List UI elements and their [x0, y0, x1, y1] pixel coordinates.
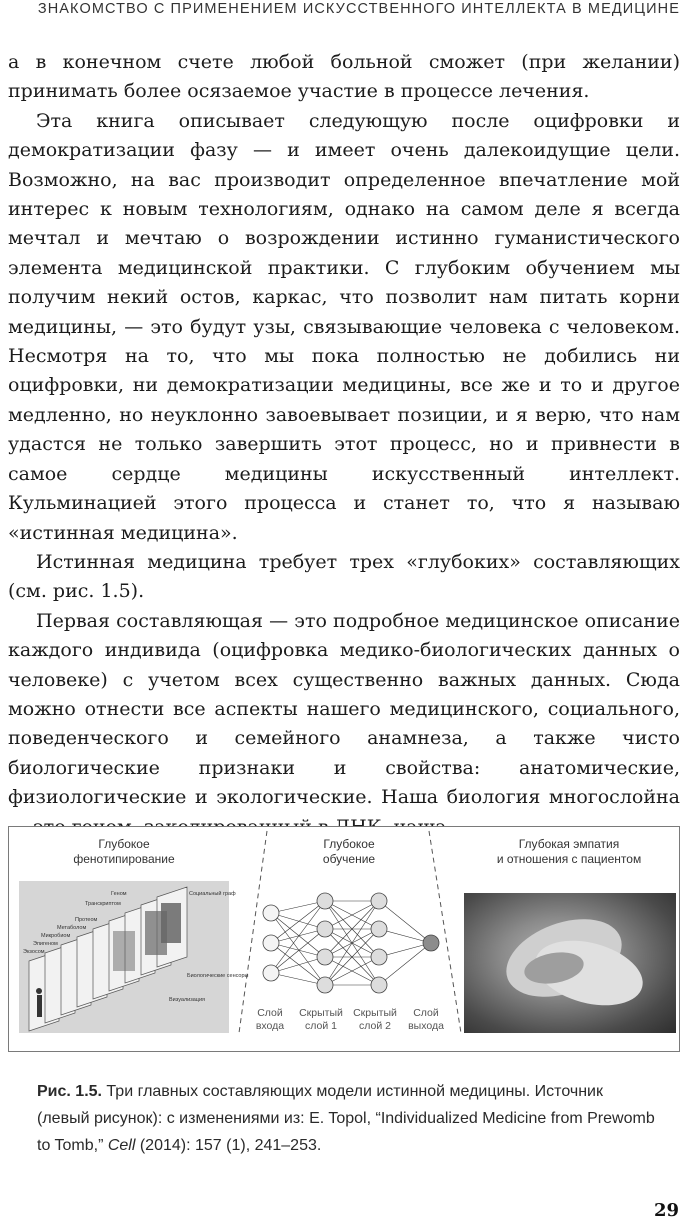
phenotyping-layers-svg: [19, 881, 249, 1033]
paragraph-1: а в конечном счете любой больной сможет (при желании) принимать более осязаемое участие в процессе лечения.: [8, 51, 680, 103]
nn-label-output-line-1: Слой: [413, 1007, 439, 1019]
panel-right-title-line-1: Глубокая эмпатия: [518, 837, 620, 851]
paragraph-4: Первая составляющая — это подробное медицинское описание каждого индивида (оцифровка медико-биологических данных о человеке) с учетом всех существенно важных данных. Сюда можно отнести все аспекты нашего медицинского, социального, поведенческого и семейного анамнеза, а также чисто биологические признаки и свойства: анатомические, физиологические и экологические. Наша биология многослойна: [8, 609, 680, 809]
running-head: ЗНАКОМСТВО С ПРИМЕНЕНИЕМ ИСКУССТВЕННОГО ИНТЕЛЛЕКТА В МЕДИЦИНЕ: [37, 1, 680, 17]
nn-node-layer-3: [423, 935, 439, 951]
nn-label-hidden-1: [291, 1007, 351, 1033]
layer-label-8: Биологические сенсоры: [187, 973, 249, 979]
nn-node-layer-2: [371, 949, 387, 965]
nn-label-hidden-1-line-1: Скрытый: [299, 1007, 343, 1019]
layer-label-9: Визуализация: [169, 997, 206, 1003]
nn-node-layer-1: [317, 921, 333, 937]
nn-edge: [271, 913, 325, 929]
nn-label-output-line-2: выхода: [408, 1020, 444, 1032]
layer-label-6: Геном: [111, 891, 127, 897]
nn-node-layer-0: [263, 965, 279, 981]
panel-left-title-line-2: фенотипирование: [73, 852, 175, 866]
panel-mid-title: [279, 837, 419, 867]
layer-label-3: Метаболом: [57, 925, 87, 931]
clasped-hands-photo: [464, 893, 676, 1033]
nn-node-layer-2: [371, 893, 387, 909]
panel-right-title-line-2: и отношения с пациентом: [496, 852, 642, 866]
nn-node-layer-0: [263, 935, 279, 951]
nn-edge: [271, 913, 325, 957]
nn-node-layer-2: [371, 977, 387, 993]
nn-node-layer-2: [371, 921, 387, 937]
nn-label-input-line-2: входа: [255, 1020, 285, 1032]
nn-edge: [271, 929, 325, 973]
panel-left-title-line-1: Глубокое: [98, 837, 150, 851]
nn-label-input-line-1: Слой: [257, 1007, 283, 1019]
layer-label-4: Протеом: [75, 917, 98, 923]
phenotyping-image: [19, 881, 249, 1033]
nn-node-layer-1: [317, 949, 333, 965]
body-text: [8, 48, 680, 842]
panel-left-title: [49, 837, 199, 867]
panel-right-title: [469, 837, 669, 867]
layer-label-0: Экзосом: [23, 949, 45, 955]
nn-edge: [271, 957, 325, 973]
nn-edge: [379, 943, 431, 985]
layer-label-5: Транскриптом: [85, 901, 121, 907]
figure-1-5: [8, 826, 680, 1052]
layer-label-1: Эпигеном: [33, 941, 58, 947]
nn-label-hidden-2-line-1: Скрытый: [353, 1007, 397, 1019]
layer-label-2: Микробиом: [41, 933, 71, 939]
panel-mid-title-line-1: Глубокое: [323, 837, 375, 851]
caption-text-1: Три главных составляющих модели истинной медицины. Источник (левый рисунок): с изменениями из: E. Topol, “Individualized Medicine from Prewomb to Tomb,”: [37, 1083, 655, 1154]
page-number: 29: [653, 1200, 679, 1221]
nn-edge: [379, 901, 431, 943]
nn-label-hidden-1-line-2: слой 1: [305, 1020, 337, 1032]
nn-label-input: [245, 1007, 295, 1033]
nn-node-layer-1: [317, 977, 333, 993]
figure-caption: [37, 1078, 657, 1159]
nn-node-layer-0: [263, 905, 279, 921]
caption-label: Рис. 1.5.: [37, 1083, 102, 1100]
panel-mid-title-line-2: обучение: [322, 852, 376, 866]
nn-node-layer-1: [317, 893, 333, 909]
paragraph-3: Истинная медицина требует трех «глубоких» составляющих (см. рис. 1.5).: [8, 550, 680, 603]
layer-label-7: Социальный граф: [189, 891, 236, 897]
nn-label-hidden-2-line-2: слой 2: [359, 1020, 391, 1032]
nn-label-output: [401, 1007, 451, 1033]
nn-label-hidden-2: [345, 1007, 405, 1033]
caption-journal: Cell: [107, 1137, 136, 1154]
caption-text-2: (2014): 157 (1), 241–253.: [135, 1137, 322, 1154]
paragraph-2: Эта книга описывает следующую после оцифровки и демократизации фазу — и имеет очень далекоидущие цели. Возможно, на вас производит определенное впечатление мой интерес к новым технологиям, однако на самом деле я всегда мечтал и мечтаю о возрождении истинно гуманистического элемента медицинской практики. С глубоким обучением мы получим некий остов, каркас, что позволит нам питать корни медицины, — это будут узы, связывающие человека с человеком. Несмотря на то, что мы пока полностью не добились ни оцифровки, ни демократизации медицины, все же и то и другое медленно, но неуклонно завоевывает позиции, и я верю, что нам удастся не только завершить этот процесс, но и привнести в самое сердце медицины искусственный интеллект. Кульминацией этого процесса и станет то, что я называю «истинная медицина».: [8, 109, 680, 544]
